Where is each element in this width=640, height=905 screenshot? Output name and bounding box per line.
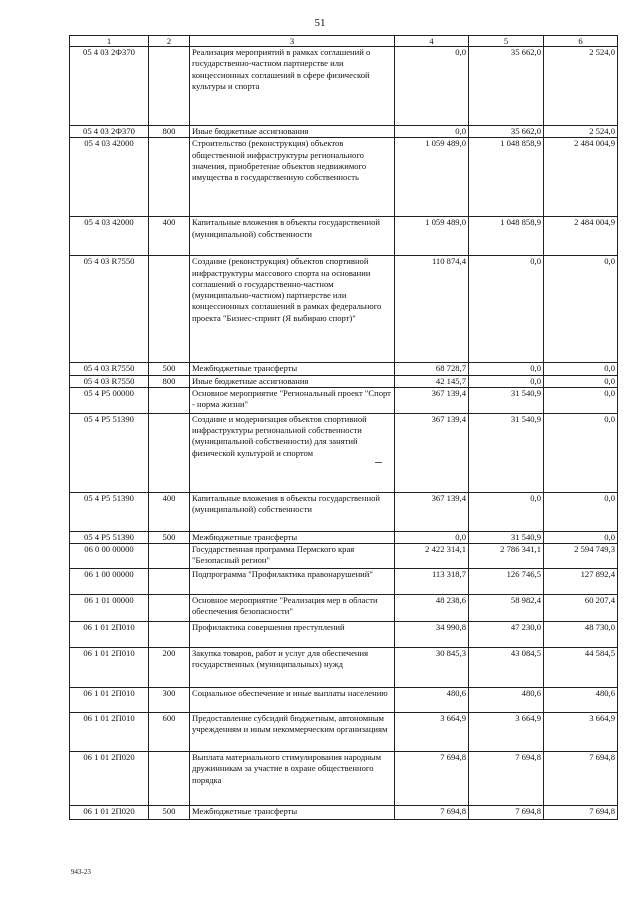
row-value-col4: 68 728,7 <box>395 363 469 375</box>
row-value-col5: 35 662,0 <box>469 126 544 138</box>
row-name: Основное мероприятие "Региональный проект "Спорт - норма жизни" <box>190 387 395 413</box>
row-value-col4: 113 318,7 <box>395 569 469 595</box>
row-expense-kind: 200 <box>149 648 190 688</box>
row-expense-kind: 800 <box>149 126 190 138</box>
row-code: 05 4 03 42000 <box>70 217 149 256</box>
row-code: 06 1 01 2П020 <box>70 806 149 820</box>
row-value-col6: 2 484 004,9 <box>544 217 618 256</box>
row-expense-kind <box>149 544 190 569</box>
row-value-col6: 0,0 <box>544 256 618 363</box>
row-value-col6: 2 524,0 <box>544 126 618 138</box>
row-code: 05 4 P5 51390 <box>70 492 149 531</box>
table-row <box>70 622 618 648</box>
row-expense-kind: 400 <box>149 217 190 256</box>
row-expense-kind <box>149 387 190 413</box>
row-expense-kind <box>149 595 190 622</box>
row-name: Выплата материального стимулирования народным дружинникам за участие в охране общественного порядка <box>190 752 395 806</box>
row-value-col4: 48 238,6 <box>395 595 469 622</box>
row-code: 05 4 P5 51390 <box>70 531 149 543</box>
row-expense-kind: 600 <box>149 713 190 752</box>
row-name: Строительство (реконструкция) объектов общественной инфраструктуры регионального значения, приобретение объектов недвижимого имущества в государственную собственность <box>190 138 395 217</box>
row-value-col6: 2 484 004,9 <box>544 138 618 217</box>
header-col-4: 4 <box>395 36 469 47</box>
row-expense-kind: 300 <box>149 688 190 713</box>
table-row <box>70 688 618 713</box>
row-value-col4: 3 664,9 <box>395 713 469 752</box>
table-row <box>70 595 618 622</box>
table-row <box>70 531 618 543</box>
row-expense-kind <box>149 138 190 217</box>
row-value-col4: 1 059 489,0 <box>395 138 469 217</box>
row-value-col5: 3 664,9 <box>469 713 544 752</box>
row-code: 06 1 01 2П010 <box>70 713 149 752</box>
row-name: Капитальные вложения в объекты государственной (муниципальной) собственности <box>190 217 395 256</box>
row-value-col5: 2 786 341,1 <box>469 544 544 569</box>
table-row <box>70 47 618 126</box>
header-col-2: 2 <box>149 36 190 47</box>
row-code: 05 4 03 R7550 <box>70 375 149 387</box>
row-expense-kind <box>149 622 190 648</box>
table-row <box>70 126 618 138</box>
row-value-col6: 0,0 <box>544 492 618 531</box>
row-expense-kind <box>149 47 190 126</box>
row-value-col6: 0,0 <box>544 375 618 387</box>
row-expense-kind: 400 <box>149 492 190 531</box>
row-value-col5: 31 540,9 <box>469 387 544 413</box>
row-expense-kind: 800 <box>149 375 190 387</box>
row-name: Межбюджетные трансферты <box>190 806 395 820</box>
row-value-col5: 0,0 <box>469 375 544 387</box>
row-expense-kind: 500 <box>149 806 190 820</box>
row-code: 06 1 01 2П010 <box>70 648 149 688</box>
row-value-col6: 3 664,9 <box>544 713 618 752</box>
footer-document-code: 943-23 <box>71 868 91 876</box>
row-code: 06 1 01 2П010 <box>70 622 149 648</box>
row-code: 05 4 03 2Ф370 <box>70 126 149 138</box>
row-value-col4: 367 139,4 <box>395 387 469 413</box>
row-code: 06 1 00 00000 <box>70 569 149 595</box>
row-value-col5: 480,6 <box>469 688 544 713</box>
row-value-col4: 367 139,4 <box>395 492 469 531</box>
row-value-col4: 110 874,4 <box>395 256 469 363</box>
row-name: Создание (реконструкция) объектов спортивной инфраструктуры массового спорта на основании соглашений о государственно-частном (муниципально-частном) партнерстве или концессионных соглашений в рамках федерального проекта "Бизнес-спринт (Я выбираю спорт)" <box>190 256 395 363</box>
table-row <box>70 569 618 595</box>
table-row <box>70 492 618 531</box>
row-name: Иные бюджетные ассигнования <box>190 375 395 387</box>
row-name: Подпрограмма "Профилактика правонарушений" <box>190 569 395 595</box>
row-value-col4: 34 990,8 <box>395 622 469 648</box>
row-code: 06 1 01 2П010 <box>70 688 149 713</box>
row-value-col6: 127 892,4 <box>544 569 618 595</box>
row-value-col4: 480,6 <box>395 688 469 713</box>
row-value-col5: 31 540,9 <box>469 413 544 492</box>
row-name: Закупка товаров, работ и услуг для обеспечения государственных (муниципальных) нужд <box>190 648 395 688</box>
header-col-6: 6 <box>544 36 618 47</box>
row-value-col6: 7 694,8 <box>544 806 618 820</box>
scan-artifact-mark <box>375 462 382 463</box>
page-number: 51 <box>314 17 326 29</box>
row-value-col6: 0,0 <box>544 531 618 543</box>
table-row <box>70 806 618 820</box>
row-value-col5: 47 230,0 <box>469 622 544 648</box>
table-row <box>70 713 618 752</box>
row-value-col4: 7 694,8 <box>395 752 469 806</box>
row-value-col4: 0,0 <box>395 47 469 126</box>
row-name: Межбюджетные трансферты <box>190 363 395 375</box>
row-value-col6: 0,0 <box>544 387 618 413</box>
row-value-col6: 48 730,0 <box>544 622 618 648</box>
table-row <box>70 413 618 492</box>
row-expense-kind: 500 <box>149 363 190 375</box>
table-header-row <box>70 36 618 47</box>
row-value-col6: 0,0 <box>544 413 618 492</box>
row-value-col5: 1 048 858,9 <box>469 138 544 217</box>
row-value-col4: 42 145,7 <box>395 375 469 387</box>
row-value-col5: 43 084,5 <box>469 648 544 688</box>
row-name: Иные бюджетные ассигнования <box>190 126 395 138</box>
table-row <box>70 648 618 688</box>
row-value-col4: 0,0 <box>395 126 469 138</box>
row-value-col4: 7 694,8 <box>395 806 469 820</box>
row-value-col5: 7 694,8 <box>469 806 544 820</box>
row-code: 05 4 03 42000 <box>70 138 149 217</box>
row-value-col5: 1 048 858,9 <box>469 217 544 256</box>
table-row <box>70 217 618 256</box>
row-code: 05 4 P5 51390 <box>70 413 149 492</box>
row-code: 06 1 01 2П020 <box>70 752 149 806</box>
row-expense-kind: 500 <box>149 531 190 543</box>
row-name: Профилактика совершения преступлений <box>190 622 395 648</box>
row-value-col6: 60 207,4 <box>544 595 618 622</box>
row-code: 05 4 03 2Ф370 <box>70 47 149 126</box>
row-value-col4: 1 059 489,0 <box>395 217 469 256</box>
row-value-col6: 7 694,8 <box>544 752 618 806</box>
row-name: Капитальные вложения в объекты государственной (муниципальной) собственности <box>190 492 395 531</box>
row-value-col6: 0,0 <box>544 363 618 375</box>
row-name: Основное мероприятие "Реализация мер в области обеспечения безопасности" <box>190 595 395 622</box>
row-value-col6: 44 584,5 <box>544 648 618 688</box>
header-col-3: 3 <box>190 36 395 47</box>
row-value-col4: 2 422 314,1 <box>395 544 469 569</box>
row-name: Реализация мероприятий в рамках соглашений о государственно-частном партнерстве или концессионных соглашений в сфере физической культуры и спорта <box>190 47 395 126</box>
row-expense-kind <box>149 569 190 595</box>
row-code: 05 4 03 R7550 <box>70 363 149 375</box>
row-value-col5: 0,0 <box>469 363 544 375</box>
row-value-col5: 7 694,8 <box>469 752 544 806</box>
table-row <box>70 256 618 363</box>
table-row <box>70 387 618 413</box>
row-value-col4: 0,0 <box>395 531 469 543</box>
row-value-col5: 126 746,5 <box>469 569 544 595</box>
row-code: 05 4 03 R7550 <box>70 256 149 363</box>
row-code: 05 4 P5 00000 <box>70 387 149 413</box>
row-value-col6: 2 524,0 <box>544 47 618 126</box>
row-code: 06 0 00 00000 <box>70 544 149 569</box>
row-value-col6: 480,6 <box>544 688 618 713</box>
table-row <box>70 363 618 375</box>
row-value-col5: 0,0 <box>469 256 544 363</box>
row-value-col4: 367 139,4 <box>395 413 469 492</box>
row-expense-kind <box>149 752 190 806</box>
row-name: Социальное обеспечение и иные выплаты населению <box>190 688 395 713</box>
budget-table <box>69 35 618 820</box>
table-row <box>70 375 618 387</box>
table-row <box>70 752 618 806</box>
row-value-col5: 31 540,9 <box>469 531 544 543</box>
row-value-col5: 0,0 <box>469 492 544 531</box>
row-name: Государственная программа Пермского края "Безопасный регион" <box>190 544 395 569</box>
row-name: Предоставление субсидий бюджетным, автономным учреждениям и иным некоммерческим организациям <box>190 713 395 752</box>
row-value-col4: 30 845,3 <box>395 648 469 688</box>
table-row <box>70 544 618 569</box>
header-col-1: 1 <box>70 36 149 47</box>
row-name: Межбюджетные трансферты <box>190 531 395 543</box>
header-col-5: 5 <box>469 36 544 47</box>
row-code: 06 1 01 00000 <box>70 595 149 622</box>
row-value-col5: 35 662,0 <box>469 47 544 126</box>
row-expense-kind <box>149 413 190 492</box>
table-row <box>70 138 618 217</box>
row-value-col6: 2 594 749,3 <box>544 544 618 569</box>
row-expense-kind <box>149 256 190 363</box>
row-name: Создание и модернизация объектов спортивной инфраструктуры региональной собственности (муниципальной собственности) для занятий физической культурой и спортом <box>190 413 395 492</box>
row-value-col5: 58 982,4 <box>469 595 544 622</box>
